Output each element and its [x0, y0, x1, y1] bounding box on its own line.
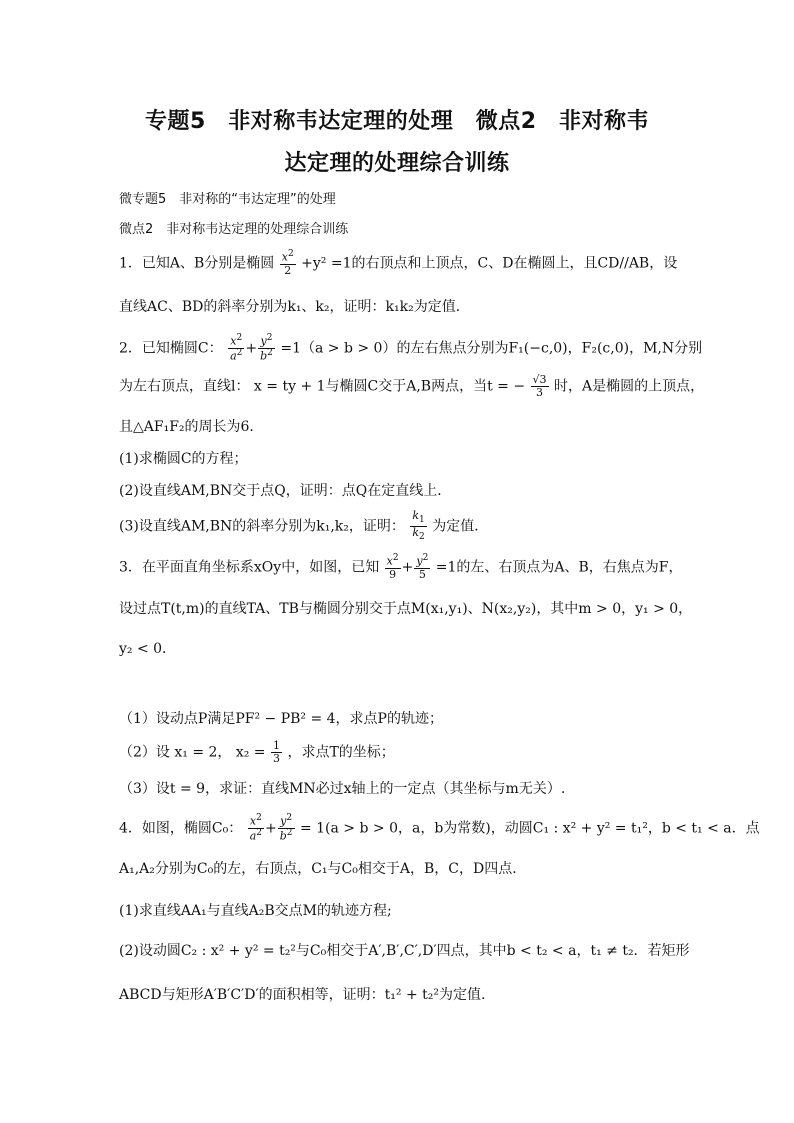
- problem-2-line-3: 且△AF₁F₂的周长为6．: [119, 419, 264, 435]
- fraction-k1-over-k2: $\frac{k_1}{k_2}$: [412, 509, 425, 543]
- fraction-y2-over-b2: $\frac{y^2}{b^2}$: [260, 333, 273, 363]
- page-title-line1: 专题5 非对称韦达定理的处理 微点2 非对称韦: [144, 109, 650, 134]
- p3-text-b: =1的左、右顶点为A、B，右焦点为F，: [435, 559, 683, 576]
- p1-text-b: +y² =1的右顶点和上顶点，C、D在椭圆上，且CD//AB，设: [301, 255, 678, 272]
- problem-2-question-2: (2)设直线AM,BN交于点Q，证明：点Q在定直线上．: [119, 483, 452, 499]
- problem-4-line-1: 4．如图，椭圆C₀： $\frac{x^2}{a^2}$ + $\frac{y^2}{b^2}$ = 1(a > b > 0，a，b为常数)，动圆C₁ : x² + y² = t₁²，b < t₁ < a．点: [119, 813, 760, 843]
- p2-line2-text-b: 时，A是椭圆的上顶点，: [554, 378, 705, 395]
- subtitle-topic: 微专题5 非对称的“韦达定理”的处理: [119, 192, 336, 207]
- problem-3-question-1: （1）设动点P满足PF² − PB² = 4，求点P的轨迹；: [119, 711, 443, 727]
- fraction-y2-over-b2-p4: $\frac{y^2}{b^2}$: [279, 813, 293, 843]
- fraction-sqrt3-over-3: $\frac{√3}{3}$: [532, 373, 547, 400]
- p4-text-b: = 1(a > b > 0，a，b为常数)，动圆C₁ : x² + y² = t₁²，b < t₁ < a．点: [299, 820, 760, 837]
- page-title-line2: 达定理的处理综合训练: [284, 151, 510, 176]
- fraction-x2-over-9: $\frac{x^2}{9}$: [386, 553, 399, 581]
- problem-3-line-2: 设过点T(t,m)的直线TA、TB与椭圆分别交于点M(x₁,y₁)、N(x₂,y₂)，其中m > 0，y₁ > 0，: [119, 601, 693, 617]
- problem-4-line-2: A₁,A₂分别为C₀的左，右顶点，C₁与C₀相交于A，B，C，D四点．: [119, 861, 527, 877]
- p2-text-b: =1（a > b > 0）的左右焦点分别为F₁(−c,0)，F₂(c,0)，M,N分别: [280, 340, 703, 357]
- p3-q2-text-a: （2）设 x₁ = 2， x₂ =: [119, 744, 266, 761]
- problem-4-question-2: (2)设动圆C₂ : x² + y² = t₂²与C₀相交于A′,B′,C′,D′四点，其中b < t₂ < a，t₁ ≠ t₂．若矩形: [119, 943, 690, 959]
- problem-2-question-3: [119, 510, 488, 543]
- frac-exp: 2: [287, 249, 294, 259]
- problem-3-line-3: y₂ < 0．: [119, 641, 177, 657]
- problem-4-question-1: (1)求直线AA₁与直线A₂B交点M的轨迹方程;: [119, 903, 392, 919]
- p2-q3-text-a: (3)设直线AM,BN的斜率分别为k₁,k₂，证明：: [119, 518, 405, 535]
- problem-2-question-1: (1)求椭圆C的方程；: [119, 451, 248, 467]
- problem-2-line-1: 2．已知椭圆C： $\frac{x^2}{a^2}$ + $\frac{y^2}{b^2}$ =1（a > b > 0）的左右焦点分别为F₁(−c,0)，F₂(c,0)，M,N分别: [119, 333, 703, 363]
- subtitle-point: 微点2 非对称韦达定理的处理综合训练: [119, 222, 349, 237]
- problem-4-line-3: ABCD与矩形A′B′C′D′的面积相等，证明：t₁² + t₂²为定值.: [119, 987, 486, 1003]
- p2-line2-text-a: 为左右顶点，直线l： x = ty + 1与椭圆C交于A,B两点，当t = −: [119, 378, 526, 395]
- problem-2-line-2: [119, 374, 704, 399]
- fraction-x2-over-2: $\frac{x^2}{2}$: [281, 249, 294, 277]
- problem-1-line-1: [119, 250, 677, 277]
- fraction-x2-over-a2: $\frac{x^2}{a^2}$: [230, 333, 243, 363]
- p2-q3-text-b: 为定值．: [432, 518, 489, 535]
- p3-text-a: 3．在平面直角坐标系xOy中，如图，已知: [119, 559, 380, 576]
- problem-3-question-3: （3）设t = 9，求证：直线MN必过x轴上的一定点（其坐标与m无关）.: [119, 781, 566, 797]
- fraction-1-over-3: $\frac{1}{3}$: [273, 739, 280, 766]
- problem-3-line-1: 3．在平面直角坐标系xOy中，如图，已知 $\frac{x^2}{9}$ + $\frac{y^2}{5}$ =1的左、右顶点为A、B，右焦点为F，: [119, 553, 683, 581]
- p2-text-a: 2．已知椭圆C：: [119, 340, 223, 357]
- problem-1-line-2: 直线AC、BD的斜率分别为k₁、k₂，证明：k₁k₂为定值．: [119, 299, 470, 315]
- frac-den: 2: [284, 263, 292, 277]
- fraction-x2-over-a2-p4: $\frac{x^2}{a^2}$: [249, 813, 262, 843]
- fraction-y2-over-5: $\frac{y^2}{5}$: [416, 553, 429, 581]
- p1-text-a: 1．已知A、B分别是椭圆: [119, 255, 275, 272]
- problem-3-question-2: [119, 740, 395, 765]
- p3-q2-text-b: ，求点T的坐标；: [287, 744, 395, 761]
- p4-text-a: 4．如图，椭圆C₀：: [119, 820, 243, 837]
